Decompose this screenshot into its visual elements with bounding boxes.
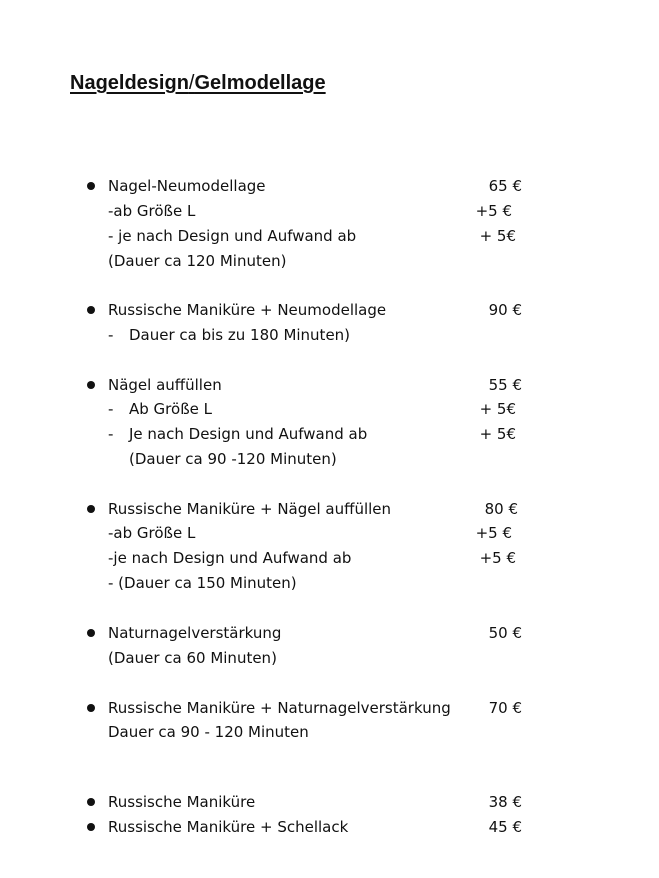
detail-text: Dauer ca 90 - 120 Minuten [108,723,309,741]
bullet-icon [87,629,95,637]
service-name: Naturnagelverstärkung [108,624,282,642]
bullet-icon [87,798,95,806]
service-detail [0,546,659,571]
detail-text: (Dauer ca 120 Minuten) [108,252,287,270]
bullet-icon [87,823,95,831]
bullet-icon [87,381,95,389]
detail-text: Je nach Design und Aufwand ab [129,425,368,443]
detail-text: -je nach Design und Aufwand ab [108,549,352,567]
detail-dash: - [108,400,114,418]
detail-text: -ab Größe L [108,202,196,220]
service-name: Russische Maniküre + Nägel auffüllen [108,500,392,518]
detail-text: Dauer ca bis zu 180 Minuten) [129,326,351,344]
detail-text: - (Dauer ca 150 Minuten) [108,574,297,592]
detail-price: +5 € [475,524,512,542]
service-row [0,790,659,815]
service-name: Nägel auffüllen [108,376,222,394]
service-price: 70 € [488,699,522,717]
service-row [0,696,659,721]
detail-price: + 5€ [479,227,516,245]
detail-text: (Dauer ca 60 Minuten) [108,649,277,667]
service-detail [0,422,659,447]
service-detail [0,571,659,596]
service-detail [0,521,659,546]
service-name: Russische Maniküre + Naturnagelverstärkung [108,699,451,717]
page-title [70,72,326,95]
service-row [0,174,659,199]
service-price: 90 € [488,301,522,319]
detail-price: +5 € [475,202,512,220]
detail-text: (Dauer ca 90 -120 Minuten) [129,450,337,468]
service-price: 50 € [488,624,522,642]
service-detail [0,397,659,422]
detail-price: + 5€ [479,400,516,418]
service-price: 38 € [488,793,522,811]
service-price: 65 € [488,177,522,195]
service-row [0,298,659,323]
bullet-icon [87,182,95,190]
service-price: 45 € [488,818,522,836]
detail-dash: - [108,425,114,443]
service-detail [0,720,659,745]
service-detail [0,323,659,348]
title-part-nageldesign: Nageldesign [70,72,189,94]
bullet-icon [87,704,95,712]
service-detail [0,249,659,274]
service-row [0,621,659,646]
service-detail [0,224,659,249]
service-row [0,497,659,522]
service-name: Russische Maniküre + Neumodellage [108,301,387,319]
service-name: Russische Maniküre + Schellack [108,818,349,836]
bullet-icon [87,505,95,513]
service-price: 80 € [484,500,518,518]
detail-price: + 5€ [479,425,516,443]
detail-text: -ab Größe L [108,524,196,542]
detail-text: - je nach Design und Aufwand ab [108,227,357,245]
service-detail [0,646,659,671]
detail-price: +5 € [479,549,516,567]
detail-text: Ab Größe L [129,400,212,418]
title-separator: / [188,72,195,94]
service-row [0,815,659,840]
service-detail [0,447,659,472]
detail-dash: - [108,326,114,344]
bullet-icon [87,306,95,314]
service-name: Russische Maniküre [108,793,256,811]
service-row [0,373,659,398]
service-price: 55 € [488,376,522,394]
service-detail [0,199,659,224]
service-name: Nagel-Neumodellage [108,177,266,195]
title-part-gelmodellage: Gelmodellage [194,72,326,94]
